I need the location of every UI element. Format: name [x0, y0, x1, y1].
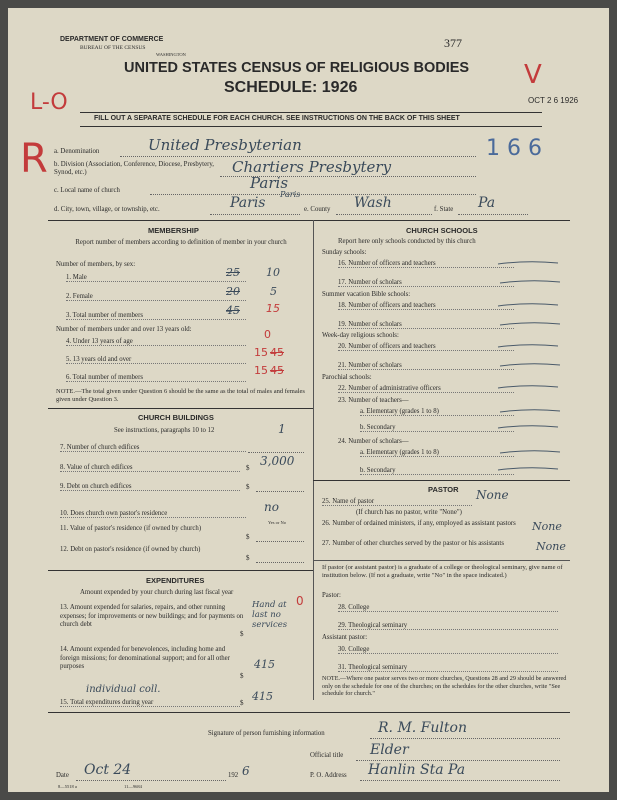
denomination-value: United Presbyterian: [148, 136, 302, 154]
q13-value: Hand at last no services: [252, 600, 288, 630]
q7-edifices-label: 7. Number of church edifices: [60, 444, 246, 452]
q11-dollar: $: [246, 533, 250, 541]
q24a-label: a. Elementary (grades 1 to 8): [360, 449, 514, 457]
schools-intro: Report here only schools conducted by this church: [338, 238, 476, 245]
q3-old-value: 45: [226, 304, 240, 317]
state-value: Pa: [478, 195, 496, 211]
division-value: Chartiers Presbytery: [232, 158, 392, 176]
instructions-banner: FILL OUT A SEPARATE SCHEDULE FOR EACH CHURCH. SEE INSTRUCTIONS ON THE BACK OF THIS SHEET: [94, 115, 460, 122]
official-title-value: Elder: [370, 742, 409, 758]
sunday-schools-label: Sunday schools:: [322, 249, 367, 256]
q8-value: 3,000: [260, 454, 295, 468]
q8-value-label: 8. Value of church edifices: [60, 464, 240, 472]
q11-value-label: 11. Value of pastor's residence (if owned by church): [60, 525, 202, 532]
membership-note: NOTE.—The total given under Question 6 should be the same as the total of males and females given under Question 3.: [56, 388, 305, 403]
q14-benevolence-label: 14. Amount expended for benevolences, including home and foreign missions; for denominational support; and for all other purposes: [60, 646, 230, 670]
local-name-label: c. Local name of church: [54, 187, 120, 194]
q1-male-value: 10: [266, 266, 280, 279]
bureau-city: WASHINGTON: [156, 52, 186, 57]
q2-old-value: 20: [226, 285, 240, 298]
weekday-schools-label: Week-day religious schools:: [322, 332, 399, 339]
q7-edifices-value: 1: [278, 422, 286, 436]
q22-label: 22. Number of administrative officers: [338, 385, 514, 393]
q15-total-label: 15. Total expenditures during year: [60, 699, 240, 707]
q9-dollar: $: [246, 483, 250, 491]
q12-debt-label: 12. Debt on pastor's residence (if owned by church): [60, 546, 201, 553]
dept-name: DEPARTMENT OF COMMERCE: [60, 36, 164, 43]
q13-red-value: 0: [296, 594, 304, 608]
graduate-note: If pastor (or assistant pastor) is a graduate of a college or theological seminary, give name of institution below. (If not a graduate, write "No" in the space indicated.): [322, 564, 563, 579]
q10-hint: Yes or No: [268, 520, 287, 525]
received-stamp: OCT 2 6 1926: [528, 96, 579, 105]
q2-female-label: 2. Female: [66, 293, 246, 301]
assistant-subhead: Assistant pastor:: [322, 634, 368, 641]
form-number: 8—5518 a: [58, 784, 77, 789]
q4-under13-value: 0: [264, 328, 271, 341]
q23a-label: a. Elementary (grades 1 to 8): [360, 408, 514, 416]
q10-residence-label: 10. Does church own pastor's residence: [60, 510, 246, 518]
state-label: f. State: [434, 206, 454, 213]
q15-value: 415: [252, 690, 273, 703]
q6-total-label: 6. Total number of members: [66, 374, 246, 382]
q24b-label: b. Secondary: [360, 467, 514, 475]
q1-male-label: 1. Male: [66, 274, 246, 282]
denomination-label: a. Denomination: [54, 148, 100, 155]
q21-label: 21. Number of scholars: [338, 362, 514, 370]
pastor-subhead: Pastor:: [322, 592, 341, 599]
denomination-code: 1 6 6: [486, 136, 542, 161]
q13-running-label: 13. Amount expended for salaries, repairs, and other running expenses; for improvements or new buildings; and for payments on church debt: [60, 604, 244, 628]
q15-dollar: $: [240, 699, 244, 707]
schools-heading: CHURCH SCHOOLS: [406, 226, 478, 235]
q12-dollar: $: [246, 554, 250, 562]
q19-label: 19. Number of scholars: [338, 321, 514, 329]
signature-label: Signature of person furnishing information: [208, 730, 325, 737]
q25-hint: (If church has no pastor, write "None"): [356, 509, 462, 516]
q4-under13-label: 4. Under 13 years of age: [66, 338, 246, 346]
q3-total-value: 15: [266, 302, 280, 315]
q28-label: 28. College: [338, 604, 558, 612]
q23b-label: b. Secondary: [360, 424, 514, 432]
q29-label: 29. Theological seminary: [338, 622, 558, 630]
membership-intro: Report number of members according to definition of member in your church: [75, 239, 287, 246]
city-value: Paris: [230, 195, 266, 211]
date-value: Oct 24: [84, 762, 132, 778]
date-label: Date: [56, 772, 69, 779]
official-title-label: Official title: [310, 752, 344, 759]
schedule-year: SCHEDULE: 1926: [224, 79, 358, 96]
membership-heading: MEMBERSHIP: [148, 226, 199, 235]
q5-old-value: 45: [270, 346, 284, 359]
q14-dollar: $: [240, 672, 244, 680]
q14-annotation: individual coll.: [86, 684, 161, 695]
q13-dollar: $: [240, 630, 244, 638]
red-mark-r: R: [20, 136, 48, 182]
q27-value: None: [536, 540, 566, 553]
census-schedule-sheet: [8, 8, 609, 792]
q14-value: 415: [254, 658, 275, 671]
schools-dash-marks: [478, 258, 568, 478]
q26-label: 26. Number of ordained ministers, if any, employed as assistant pastors: [322, 520, 516, 527]
q26-value: None: [532, 520, 562, 533]
q23-label: 23. Number of teachers—: [338, 397, 409, 404]
city-label: d. City, town, village, or township, etc.: [54, 206, 160, 213]
q5-over13-value: 15: [254, 346, 268, 359]
pastor-heading: PASTOR: [428, 485, 459, 494]
division-label: b. Division (Association, Conference, Diocese, Presbytery, Synod, etc.): [54, 161, 215, 176]
parochial-schools-label: Parochial schools:: [322, 374, 372, 381]
schedule-number: 377: [444, 36, 462, 50]
q18-label: 18. Number of officers and teachers: [338, 302, 514, 310]
po-address-value: Hanlin Sta Pa: [368, 762, 466, 778]
city-correction: Paris: [280, 190, 301, 199]
q10-residence-value: no: [264, 500, 279, 514]
year-prefix: 192: [228, 772, 239, 779]
q6-total-value: 15: [254, 364, 268, 377]
q25-label: 25. Name of pastor: [322, 498, 472, 506]
expenditures-heading: EXPENDITURES: [146, 576, 205, 585]
summer-schools-label: Summer vacation Bible schools:: [322, 291, 411, 298]
form-number-2: 11—9684: [124, 784, 142, 789]
q17-label: 17. Number of scholars: [338, 279, 514, 287]
buildings-heading: CHURCH BUILDINGS: [138, 413, 214, 422]
form-title: UNITED STATES CENSUS OF RELIGIOUS BODIES: [124, 60, 470, 76]
red-mark-lo: L-O: [30, 90, 68, 115]
q25-value: None: [476, 488, 509, 502]
red-check-mark: V: [524, 60, 542, 90]
q1-old-value: 25: [226, 266, 240, 279]
pastor-note: NOTE.—Where one pastor serves two or more churches, Questions 28 and 29 should be answered only on the schedule for one of the churches; on the schedules for the other churches, write "See schedule for church.": [322, 675, 567, 697]
q6-old-value: 45: [270, 364, 284, 377]
signature-value: R. M. Fulton: [378, 720, 467, 736]
q27-label: 27. Number of other churches served by the pastor or his assistants: [322, 540, 504, 547]
q30-label: 30. College: [338, 646, 558, 654]
county-value: Wash: [354, 195, 392, 211]
q9-debt-label: 9. Debt on church edifices: [60, 483, 240, 491]
county-label: e. County: [304, 206, 331, 213]
q5-over13-label: 5. 13 years old and over: [66, 356, 246, 364]
year-value: 6: [242, 764, 250, 778]
q16-label: 16. Number of officers and teachers: [338, 260, 514, 268]
local-name-value: Paris: [250, 174, 289, 192]
age-intro: Number of members under and over 13 years old:: [56, 326, 192, 333]
q20-label: 20. Number of officers and teachers: [338, 343, 514, 351]
bureau-name: BUREAU OF THE CENSUS: [80, 45, 146, 51]
q24-label: 24. Number of scholars—: [338, 438, 409, 445]
buildings-intro: See instructions, paragraphs 10 to 12: [114, 427, 215, 434]
po-address-label: P. O. Address: [310, 772, 347, 779]
q8-dollar: $: [246, 464, 250, 472]
members-by-sex-label: Number of members, by sex:: [56, 261, 136, 268]
q2-female-value: 5: [270, 285, 277, 298]
q3-total-label: 3. Total number of members: [66, 312, 246, 320]
q31-label: 31. Theological seminary: [338, 664, 558, 672]
expenditures-intro: Amount expended by your church during last fiscal year: [80, 589, 234, 596]
